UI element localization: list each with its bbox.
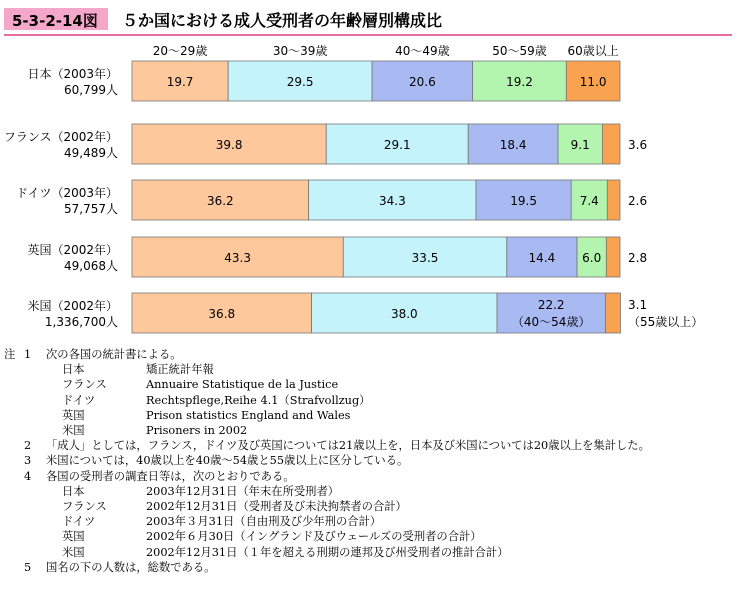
note-sub-value: Prisoners in 2002: [146, 424, 248, 438]
note-sub-key: ドイツ: [62, 515, 96, 529]
note-item: [4, 453, 736, 468]
data-label: 11.0: [579, 75, 607, 89]
note-number: 2: [24, 439, 32, 453]
note-sub-key: 米国: [62, 545, 85, 559]
row-label-country: ドイツ（2003年）: [16, 186, 118, 200]
note-text: 「成人」としては，フランス，ドイツ及び英国については21歳以上を，日本及び米国については20歳以上を集計した。: [46, 439, 650, 453]
note-sub-value: 2002年６月30日（イングランド及びウェールズの受刑者の合計）: [146, 530, 482, 544]
bar-segment: [606, 237, 620, 277]
note-sub-item: [4, 377, 736, 392]
note-prefix: 注: [4, 348, 16, 361]
note-sub-key: 日本: [62, 363, 85, 377]
data-label: 29.5: [286, 75, 314, 89]
row-label-country: 英国（2002年）: [27, 243, 118, 257]
row-label-country: フランス（2002年）: [3, 130, 118, 144]
note-sub-key: フランス: [62, 378, 107, 392]
note-sub-value: 矯正統計年報: [146, 363, 214, 377]
data-label: 19.2: [506, 75, 533, 89]
note-sub-key: 英国: [62, 530, 85, 544]
note-sub-item: [4, 484, 736, 499]
row-label-total: 49,489人: [64, 146, 118, 160]
age-group-label-3: 50～59歳: [492, 44, 547, 58]
note-sub-item: [4, 408, 736, 423]
note-sub-value: Prison statistics England and Wales: [146, 408, 351, 422]
age-group-label-0: 20～29歳: [152, 44, 208, 58]
data-label: 34.3: [378, 194, 406, 208]
data-label: 39.8: [215, 138, 243, 152]
data-label: 20.6: [409, 75, 436, 89]
bar-segment: [602, 124, 620, 164]
note-item: [4, 347, 736, 362]
note-prefix: [4, 438, 24, 453]
note-sub-key: ドイツ: [62, 393, 96, 407]
figure-title: ５か国における成人受刑者の年齢層別構成比: [122, 10, 443, 30]
data-label: 9.1: [570, 138, 590, 152]
note-number: 1: [24, 348, 32, 361]
data-label: 36.2: [206, 194, 234, 208]
row-label-country: 米国（2002年）: [27, 299, 118, 313]
note-number: 3: [24, 454, 32, 468]
note-sub-item: [4, 499, 736, 514]
data-sublabel: （55歳以上）: [628, 315, 704, 329]
note-sub-value: 2003年３月31日（自由刑及び少年刑の合計）: [146, 515, 382, 529]
note-sub-item: [4, 514, 736, 529]
note-prefix: [4, 560, 24, 575]
note-text: 国名の下の人数は，総数である。: [46, 560, 216, 574]
data-label: 19.5: [510, 194, 537, 208]
bar-segment: [605, 293, 620, 333]
note-item: [4, 438, 736, 453]
data-label: 3.1: [628, 298, 648, 312]
notes-section: [4, 347, 736, 575]
note-sub-key: フランス: [62, 500, 107, 514]
note-sub-item: [4, 545, 736, 560]
note-text: 米国については，40歳以上を40歳～54歳と55歳以上に区分している。: [46, 454, 409, 468]
note-sub-item: [4, 362, 736, 377]
note-sub-key: 日本: [62, 484, 85, 498]
note-item: [4, 560, 736, 575]
age-group-label-2: 40～49歳: [395, 44, 450, 58]
note-sub-item: [4, 423, 736, 438]
data-label: 22.2: [537, 298, 565, 312]
data-label: 2.6: [628, 194, 648, 208]
bar-segment: [607, 180, 620, 220]
note-sub-value: 2002年12月31日（受刑者及び未決拘禁者の合計）: [146, 500, 407, 514]
data-label: 7.4: [579, 194, 599, 208]
note-prefix: [4, 453, 24, 468]
data-label: 43.3: [224, 251, 252, 265]
data-label: 19.7: [166, 75, 194, 89]
note-sub-value: Annuaire Statistique de la Justice: [146, 378, 339, 392]
row-label-total: 1,336,700人: [44, 315, 118, 329]
data-label: 14.4: [528, 251, 556, 265]
data-label: 3.6: [628, 138, 648, 152]
note-sub-value: Rechtspflege,Reihe 4.1（Strafvollzug）: [146, 393, 371, 407]
note-sub-key: 米国: [62, 424, 85, 438]
data-label: 29.1: [383, 138, 411, 152]
data-label: 38.0: [390, 307, 418, 321]
data-label: 6.0: [582, 251, 602, 265]
note-sub-item: [4, 393, 736, 408]
data-label: 2.8: [628, 251, 648, 265]
note-prefix: [4, 469, 24, 484]
data-label: 33.5: [411, 251, 439, 265]
data-label: 18.4: [499, 138, 527, 152]
age-group-label-4: 60歳以上: [567, 44, 619, 58]
data-label: 36.8: [208, 307, 236, 321]
note-item: [4, 469, 736, 484]
note-text: 各国の受刑者の調査日等は，次のとおりである。: [46, 469, 295, 483]
note-text: 次の各国の統計書による。: [46, 348, 182, 361]
note-number: 5: [24, 560, 32, 574]
note-sub-item: [4, 529, 736, 544]
row-label-total: 49,068人: [64, 259, 118, 273]
note-sub-value: 2003年12月31日（年末在所受刑者）: [146, 484, 340, 498]
data-sublabel: （40～54歳）: [511, 315, 591, 329]
note-number: 4: [24, 469, 32, 483]
row-label-country: 日本（2003年）: [27, 67, 118, 81]
age-group-label-1: 30～39歳: [272, 44, 328, 58]
note-sub-key: 英国: [62, 408, 85, 422]
row-label-total: 57,757人: [64, 202, 118, 216]
figure-number: 5-3-2-14図: [4, 8, 108, 30]
note-sub-value: 2002年12月31日（１年を超える刑期の連邦及び州受刑者の推計合計）: [146, 545, 509, 559]
row-label-total: 60,799人: [64, 83, 118, 97]
